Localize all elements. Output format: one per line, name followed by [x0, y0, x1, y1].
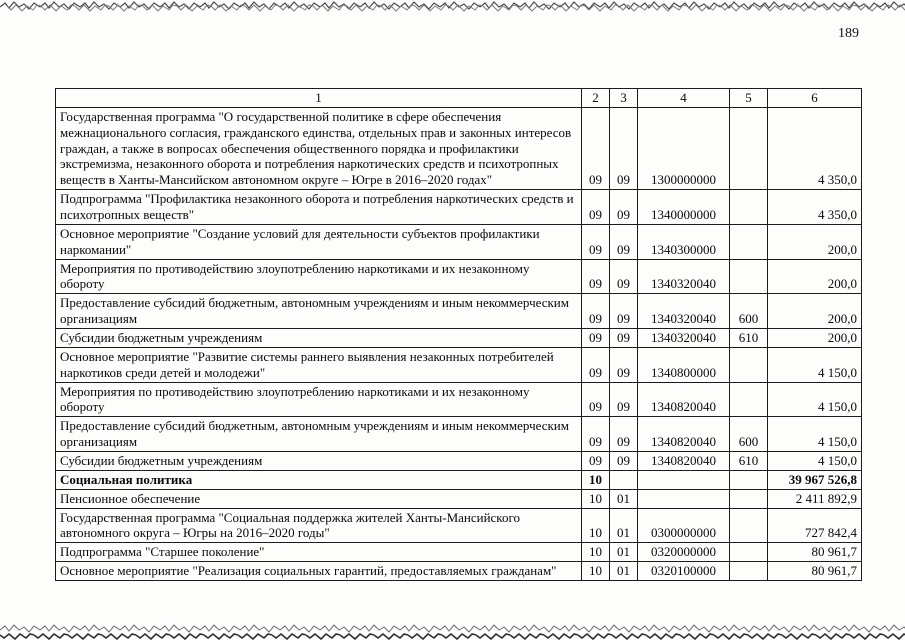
cell-col5 — [730, 347, 768, 382]
cell-col3: 09 — [610, 294, 638, 329]
cell-col2: 09 — [582, 382, 610, 417]
cell-name: Основное мероприятие "Создание условий для деятельности субъектов профилактики наркомании" — [56, 224, 582, 259]
cell-col2: 09 — [582, 190, 610, 225]
cell-col3: 09 — [610, 452, 638, 471]
cell-code: 1340000000 — [638, 190, 730, 225]
cell-code: 1340300000 — [638, 224, 730, 259]
cell-code: 1340320040 — [638, 294, 730, 329]
cell-col2: 10 — [582, 489, 610, 508]
cell-col5: 600 — [730, 294, 768, 329]
cell-amount: 4 150,0 — [768, 417, 862, 452]
cell-col3: 09 — [610, 382, 638, 417]
cell-amount: 200,0 — [768, 329, 862, 348]
cell-code: 1340820040 — [638, 417, 730, 452]
cell-col5 — [730, 489, 768, 508]
cell-col3: 09 — [610, 107, 638, 189]
table-row — [56, 259, 862, 294]
table-row — [56, 294, 862, 329]
cell-name: Государственная программа "Социальная поддержка жителей Ханты-Мансийского автономного округа – Югры на 2016–2020 годы" — [56, 508, 582, 543]
table-row — [56, 543, 862, 562]
cell-name: Основное мероприятие "Реализация социальных гарантий, предоставляемых гражданам" — [56, 562, 582, 581]
cell-col2: 09 — [582, 294, 610, 329]
cell-amount: 200,0 — [768, 294, 862, 329]
table-header — [56, 89, 862, 108]
cell-amount: 4 350,0 — [768, 190, 862, 225]
cell-col2: 09 — [582, 329, 610, 348]
cell-code — [638, 489, 730, 508]
column-header-3: 3 — [610, 89, 638, 108]
cell-col5 — [730, 508, 768, 543]
cell-code: 1300000000 — [638, 107, 730, 189]
cell-code: 0320000000 — [638, 543, 730, 562]
cell-name: Субсидии бюджетным учреждениям — [56, 329, 582, 348]
cell-col5 — [730, 543, 768, 562]
cell-name: Подпрограмма "Старшее поколение" — [56, 543, 582, 562]
cell-name: Мероприятия по противодействию злоупотреблению наркотиками и их незаконному обороту — [56, 259, 582, 294]
cell-name: Субсидии бюджетным учреждениям — [56, 452, 582, 471]
cell-code: 1340800000 — [638, 347, 730, 382]
cell-col5 — [730, 107, 768, 189]
cell-col3: 09 — [610, 329, 638, 348]
cell-col3: 09 — [610, 417, 638, 452]
table-row — [56, 489, 862, 508]
table-row — [56, 224, 862, 259]
cell-col2: 10 — [582, 543, 610, 562]
table-row — [56, 347, 862, 382]
cell-name: Основное мероприятие "Развитие системы раннего выявления незаконных потребителей наркотиков среди детей и молодежи" — [56, 347, 582, 382]
cell-col3: 01 — [610, 543, 638, 562]
cell-col2: 10 — [582, 562, 610, 581]
table-row — [56, 382, 862, 417]
column-header-5: 5 — [730, 89, 768, 108]
cell-name: Государственная программа "О государственной политике в сфере обеспечения межнационального согласия, гражданского единства, отдельных прав и законных интересов граждан, а также в вопросах обеспечения общественного порядка и профилактики экстремизма, незаконного оборота и потребления наркотических средств и психотропных веществ в Ханты-Мансийском автономном округе – Югре в 2016–2020 годах" — [56, 107, 582, 189]
cell-col3: 09 — [610, 347, 638, 382]
cell-col5 — [730, 470, 768, 489]
cell-code: 1340320040 — [638, 329, 730, 348]
cell-col3: 01 — [610, 508, 638, 543]
cell-col2: 09 — [582, 417, 610, 452]
cell-col3: 09 — [610, 190, 638, 225]
cell-col2: 09 — [582, 452, 610, 471]
table-row — [56, 417, 862, 452]
cell-name: Предоставление субсидий бюджетным, автономным учреждениям и иным некоммерческим организациям — [56, 294, 582, 329]
cell-amount: 727 842,4 — [768, 508, 862, 543]
cell-amount: 4 350,0 — [768, 107, 862, 189]
column-header-4: 4 — [638, 89, 730, 108]
cell-col5: 610 — [730, 452, 768, 471]
cell-amount: 80 961,7 — [768, 562, 862, 581]
page-number: 189 — [838, 26, 859, 41]
cell-col5 — [730, 382, 768, 417]
cell-col2: 09 — [582, 347, 610, 382]
cell-name: Пенсионное обеспечение — [56, 489, 582, 508]
cell-name: Предоставление субсидий бюджетным, автономным учреждениям и иным некоммерческим организациям — [56, 417, 582, 452]
table-row — [56, 470, 862, 489]
cell-code: 1340320040 — [638, 259, 730, 294]
cell-col5 — [730, 224, 768, 259]
table-body — [56, 107, 862, 580]
cell-code: 1340820040 — [638, 382, 730, 417]
cell-col5 — [730, 190, 768, 225]
cell-col5 — [730, 259, 768, 294]
cell-amount: 2 411 892,9 — [768, 489, 862, 508]
cell-amount: 4 150,0 — [768, 347, 862, 382]
cell-amount: 39 967 526,8 — [768, 470, 862, 489]
cell-amount: 200,0 — [768, 224, 862, 259]
column-header-6: 6 — [768, 89, 862, 108]
table-row — [56, 190, 862, 225]
cell-name: Социальная политика — [56, 470, 582, 489]
cell-col2: 09 — [582, 107, 610, 189]
cell-code — [638, 470, 730, 489]
column-header-2: 2 — [582, 89, 610, 108]
table-row — [56, 562, 862, 581]
cell-col3: 01 — [610, 562, 638, 581]
torn-edge-top-decoration — [0, 0, 905, 14]
cell-col3: 09 — [610, 224, 638, 259]
cell-code: 0300000000 — [638, 508, 730, 543]
cell-code: 1340820040 — [638, 452, 730, 471]
budget-table — [55, 88, 862, 581]
cell-amount: 200,0 — [768, 259, 862, 294]
table-row — [56, 107, 862, 189]
cell-col2: 10 — [582, 508, 610, 543]
cell-amount: 4 150,0 — [768, 452, 862, 471]
column-header-1: 1 — [56, 89, 582, 108]
cell-col2: 09 — [582, 224, 610, 259]
cell-col5: 610 — [730, 329, 768, 348]
table-row — [56, 508, 862, 543]
cell-amount: 4 150,0 — [768, 382, 862, 417]
table-header-row — [56, 89, 862, 108]
cell-col5 — [730, 562, 768, 581]
table-row — [56, 452, 862, 471]
cell-col3: 09 — [610, 259, 638, 294]
cell-col2: 09 — [582, 259, 610, 294]
cell-col5: 600 — [730, 417, 768, 452]
cell-name: Мероприятия по противодействию злоупотреблению наркотиками и их незаконному обороту — [56, 382, 582, 417]
cell-col2: 10 — [582, 470, 610, 489]
cell-col3 — [610, 470, 638, 489]
cell-name: Подпрограмма "Профилактика незаконного оборота и потребления наркотических средств и психотропных веществ" — [56, 190, 582, 225]
cell-col3: 01 — [610, 489, 638, 508]
cell-code: 0320100000 — [638, 562, 730, 581]
cell-amount: 80 961,7 — [768, 543, 862, 562]
table-row — [56, 329, 862, 348]
torn-edge-bottom-decoration — [0, 624, 905, 640]
